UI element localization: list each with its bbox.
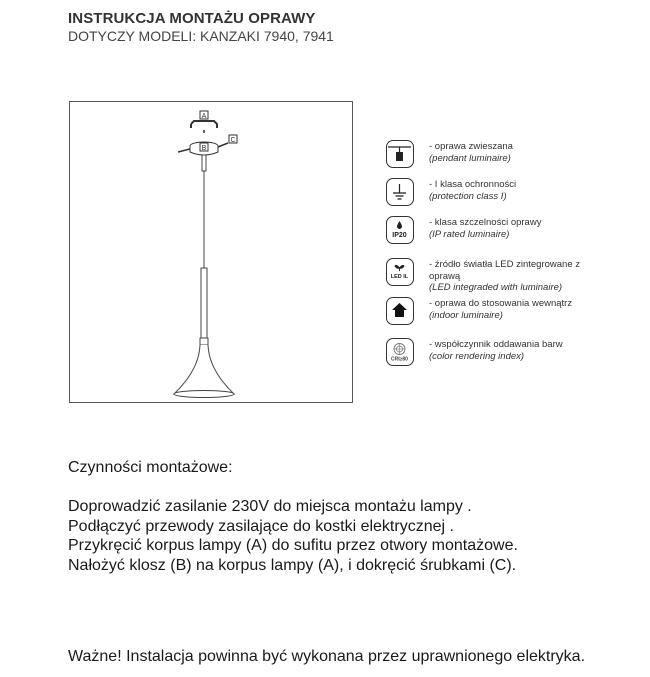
- legend-text-pl: - I klasa ochronności: [429, 179, 517, 190]
- pendant-icon: [386, 140, 414, 168]
- legend-text-en: (IP rated luminaire): [429, 228, 510, 240]
- legend-text-en: (pendant luminaire): [429, 152, 511, 164]
- label-b: B: [201, 145, 207, 152]
- legend-item-cri: [386, 338, 650, 368]
- led-il-icon: [386, 258, 414, 286]
- legend-text-pl: - współczynnik oddawania barw: [429, 339, 563, 350]
- ip20-icon: [386, 216, 414, 244]
- legend-text-en: (protection class I): [429, 190, 507, 202]
- cri-icon-text: CRI≥80: [391, 356, 408, 363]
- models-subtitle: DOTYCZY MODELI: KANZAKI 7940, 7941: [68, 28, 334, 44]
- ip20-icon-text: IP20: [392, 232, 407, 239]
- pendant-lamp-drawing: [70, 102, 354, 404]
- instruction-steps: [68, 497, 518, 575]
- legend-item-led: [386, 258, 650, 293]
- legend-text-pl: - klasa szczelności oprawy: [429, 217, 542, 228]
- instruction-step: Przykręcić korpus lampy (A) do sufitu przez otwory montażowe.: [68, 537, 518, 554]
- legend-item-indoor: [386, 297, 650, 327]
- instruction-step: Podłączyć przewody zasilające do kostki elektrycznej .: [68, 517, 454, 535]
- lamp-body: [174, 155, 234, 398]
- label-c: C: [230, 137, 236, 144]
- legend-item-protection-class: [386, 178, 650, 208]
- led-il-icon-text: LED IL: [390, 274, 409, 280]
- instruction-step: Doprowadzić zasilanie 230V do miejsca montażu lampy .: [68, 498, 472, 515]
- legend-text-pl: - źródło światła LED zintegrowane z oprawą: [429, 259, 581, 282]
- cri-icon: [386, 338, 414, 366]
- instructions-heading: Czynności montażowe:: [68, 459, 233, 476]
- canopy: [178, 135, 237, 155]
- legend-text-en: (LED integraded with luminaire): [429, 282, 563, 293]
- legend-text-pl: - oprawa do stosowania wewnątrz: [429, 298, 573, 309]
- document-title: INSTRUKCJA MONTAŻU OPRAWY: [68, 10, 316, 27]
- legend-text-pl: - oprawa zwieszana: [429, 141, 513, 152]
- safety-warning: Ważne! Instalacja powinna być wykonana przez uprawnionego elektryka.: [68, 648, 586, 665]
- ground-icon: [386, 178, 414, 206]
- legend-item-pendant: [386, 140, 650, 170]
- legend-text-en: (color rendering index): [429, 350, 525, 362]
- legend-text-en: (indoor luminaire): [429, 309, 503, 321]
- lamp-diagram-frame: [69, 101, 353, 403]
- label-a: A: [201, 113, 207, 120]
- house-icon: [386, 297, 414, 325]
- instruction-step: Nałożyć klosz (B) na korpus lampy (A), i dokręcić śrubkami (C).: [68, 556, 517, 574]
- legend-item-ip-rating: [386, 216, 650, 246]
